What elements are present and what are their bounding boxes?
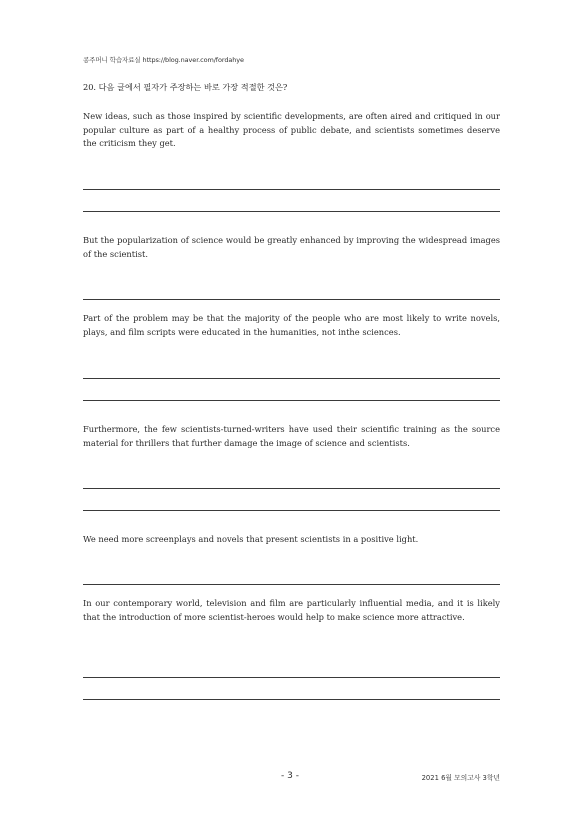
paragraph-6: In our contemporary world, television and film are particularly influential media, and it is likely that the introduction of more scientist-heroes would help to make science more attractive.	[83, 598, 500, 622]
answer-line[interactable]	[83, 699, 500, 700]
answer-line[interactable]	[83, 211, 500, 212]
answer-line[interactable]	[83, 677, 500, 678]
header-source: 콩주머니 학습자료실 https://blog.naver.com/fordahye	[83, 56, 244, 64]
answer-line[interactable]	[83, 510, 500, 511]
paragraph-5: We need more screenplays and novels that present scientists in a positive light.	[83, 534, 419, 544]
answer-line[interactable]	[83, 400, 500, 401]
question-prompt: 20. 다음 글에서 필자가 주장하는 바로 가장 적절한 것은?	[83, 82, 288, 92]
page-number: - 3 -	[281, 771, 299, 781]
answer-line[interactable]	[83, 378, 500, 379]
answer-line[interactable]	[83, 299, 500, 300]
paragraph-2: But the popularization of science would be greatly enhanced by improving the widespread images of the scientist.	[83, 235, 500, 259]
exam-label: 2021 6월 모의고사 3학년	[421, 774, 500, 782]
paragraph-4: Furthermore, the few scientists-turned-writers have used their scientific training as the source material for thrillers that further damage the image of science and scientists.	[83, 424, 500, 448]
answer-line[interactable]	[83, 584, 500, 585]
paragraph-1: New ideas, such as those inspired by scientific developments, are often aired and critiqued in our popular culture as part of a healthy process of public debate, and scientists sometimes deserve the criticism they get.	[83, 111, 500, 149]
answer-line[interactable]	[83, 488, 500, 489]
answer-line[interactable]	[83, 189, 500, 190]
paragraph-3: Part of the problem may be that the majority of the people who are most likely to write novels, plays, and film scripts were educated in the humanities, not inthe sciences.	[83, 313, 500, 337]
